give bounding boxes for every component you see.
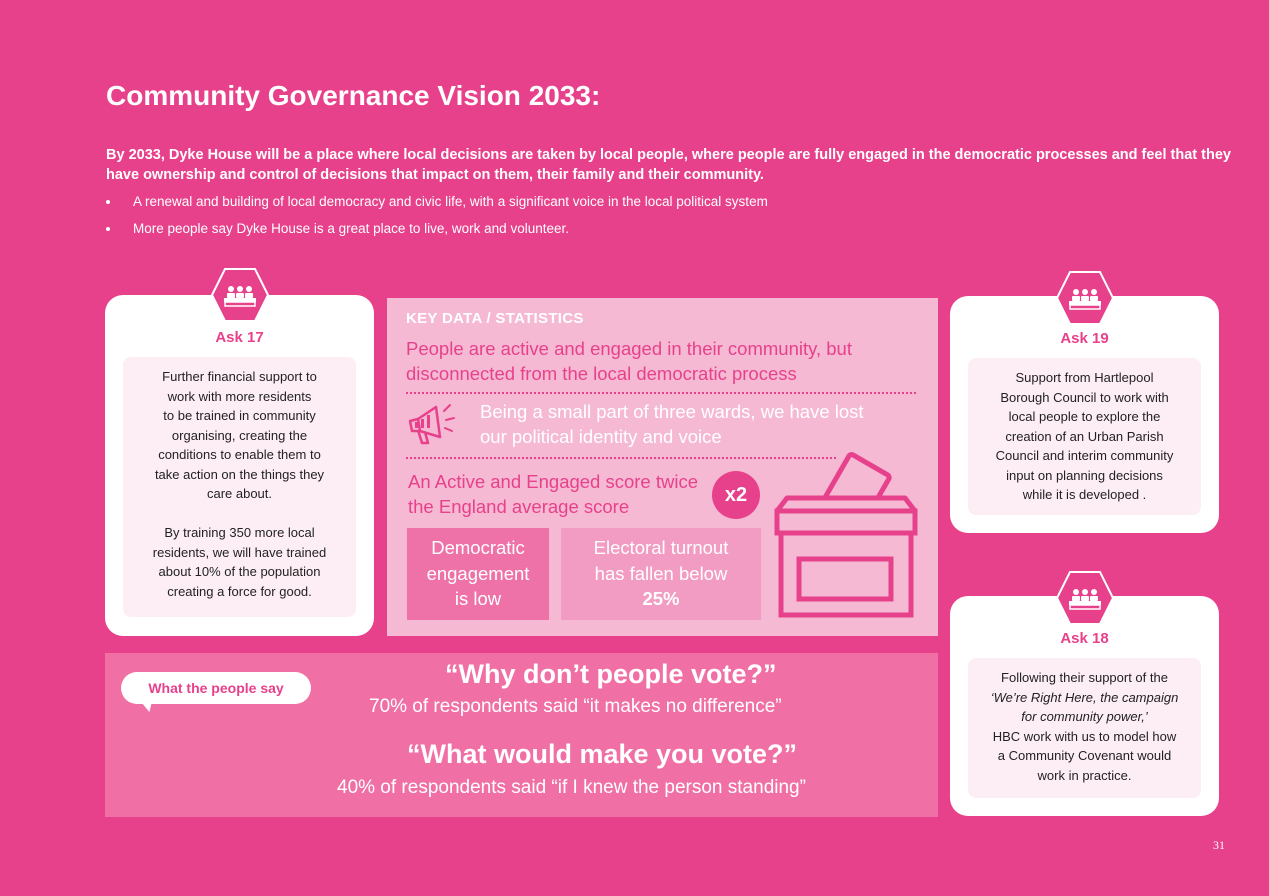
key-data-panel xyxy=(387,298,938,636)
vision-bullets xyxy=(106,193,1206,247)
campaign-name: ‘We’re Right Here, the campaign xyxy=(990,689,1179,705)
key-data-heading: KEY DATA / STATISTICS xyxy=(406,310,584,327)
body-line: care about. xyxy=(206,486,273,501)
stat-line: has fallen below xyxy=(594,562,728,584)
speech-bubble-label: What the people say xyxy=(121,672,311,704)
body-line: By training 350 more local xyxy=(164,525,315,540)
page-title: Community Governance Vision 2033: xyxy=(106,80,601,111)
campaign-name: for community power,’ xyxy=(1021,709,1148,724)
body-line: creation of an Urban Parish xyxy=(1005,428,1164,444)
body-line: organising, creating the xyxy=(171,427,308,443)
divider xyxy=(406,392,916,394)
body-line: Council and interim community xyxy=(995,448,1174,463)
multiplier-badge: x2 xyxy=(712,471,760,519)
ballot-box-icon xyxy=(771,448,921,623)
ask-17-card xyxy=(105,295,374,636)
body-line: Following their support of the xyxy=(1001,670,1168,685)
ask-19-body xyxy=(968,358,1201,515)
question-1: “Why don’t people vote?” xyxy=(445,659,777,689)
body-line: conditions to enable them to xyxy=(158,447,321,462)
body-line: take action on the things they xyxy=(154,466,325,482)
body-line: input on planning decisions xyxy=(1006,467,1163,483)
bullet-item: A renewal and building of local democracy and civic life, with a significant voice in the local political system xyxy=(106,193,1206,220)
answer-1: 70% of respondents said “it makes no difference” xyxy=(369,696,782,717)
meeting-table-icon xyxy=(1055,570,1115,626)
body-line: Further financial support to xyxy=(162,369,317,384)
body-line: to be trained in community xyxy=(163,408,316,423)
body-line: creating a force for good. xyxy=(167,583,312,599)
body-line: local people to explore the xyxy=(1008,409,1161,424)
stat-electoral-turnout xyxy=(561,528,761,620)
megaphone-icon xyxy=(406,401,460,447)
body-line: Borough Council to work with xyxy=(1000,389,1169,405)
page-number: 31 xyxy=(1213,838,1225,852)
key-data-lead: People are active and engaged in their community, but disconnected from the local democratic process xyxy=(406,338,852,384)
body-line: work with more residents xyxy=(167,388,312,404)
bullet-item: More people say Dyke House is a great place to live, work and volunteer. xyxy=(106,220,1206,247)
body-line: about 10% of the population xyxy=(158,564,321,579)
body-line: HBC work with us to model how xyxy=(992,728,1177,744)
stat-line: engagement xyxy=(426,562,530,584)
body-line: while it is developed . xyxy=(1022,487,1147,502)
body-line: a Community Covenant would xyxy=(997,748,1172,763)
question-2: “What would make you vote?” xyxy=(407,739,798,769)
body-line xyxy=(984,707,1185,727)
key-data-active-engaged: An Active and Engaged score twice the England average score xyxy=(408,471,699,517)
ask-17-body xyxy=(123,357,356,617)
ask-17-title: Ask 17 xyxy=(215,329,264,346)
stat-line: Electoral turnout xyxy=(593,537,729,558)
body-line: residents, we will have trained xyxy=(152,544,327,560)
stat-value: 25% xyxy=(642,588,680,609)
key-data-wards: Being a small part of three wards, we have lost our political identity and voice xyxy=(480,401,864,447)
ask-18-card xyxy=(950,596,1219,816)
meeting-table-icon xyxy=(210,267,270,323)
body-line: work in practice. xyxy=(1037,767,1132,783)
stat-line: is low xyxy=(454,588,502,609)
people-say-panel xyxy=(105,653,938,817)
body-line xyxy=(984,688,1185,708)
stat-line: Democratic xyxy=(431,537,525,558)
ask-18-title: Ask 18 xyxy=(1060,630,1109,647)
body-line: Support from Hartlepool xyxy=(1015,370,1154,385)
ask-19-card xyxy=(950,296,1219,533)
vision-statement: By 2033, Dyke House will be a place where local decisions are taken by local people, where people are fully engaged in the democratic processes and feel that they have ownership and control of decisions that impact on them, their family and their community. xyxy=(106,147,1231,183)
ask-19-title: Ask 19 xyxy=(1060,330,1109,347)
stat-democratic-engagement xyxy=(407,528,549,620)
meeting-table-icon xyxy=(1055,270,1115,326)
answer-2: 40% of respondents said “if I knew the person standing” xyxy=(337,777,806,798)
ask-18-body xyxy=(968,658,1201,798)
